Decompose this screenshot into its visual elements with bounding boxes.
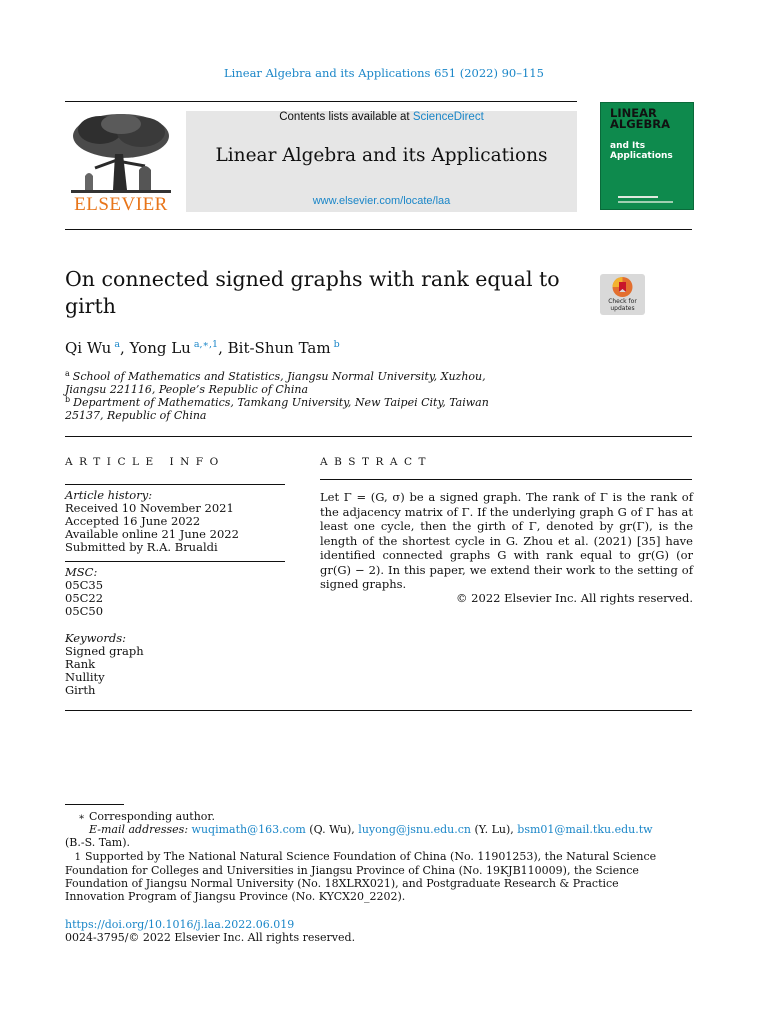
email-label: E-mail addresses:	[89, 823, 189, 836]
abstract-heading: ABSTRACT	[320, 456, 433, 468]
history-item: Submitted by R.A. Brualdi	[65, 540, 218, 554]
footnote-text: Corresponding author.	[89, 810, 215, 823]
support-line: Foundation for Colleges and Universities in Jiangsu Province of China (No. 19KJB110009), the Science	[65, 864, 639, 877]
info-rule	[65, 561, 285, 562]
footnote-mark: 1	[74, 852, 81, 863]
keyword: Girth	[65, 683, 96, 697]
history-item: Received 10 November 2021	[65, 501, 234, 515]
msc-code: 05C50	[65, 604, 104, 618]
msc-code: 05C22	[65, 591, 104, 605]
journal-reference[interactable]: Linear Algebra and its Applications 651 (2022) 90–115	[224, 66, 544, 80]
title-line: On connected signed graphs with rank equal to	[65, 267, 560, 291]
info-rule	[65, 484, 285, 485]
check-updates-icon	[600, 274, 645, 300]
title-line: girth	[65, 294, 116, 318]
affiliation-line: 25137, Republic of China	[65, 409, 207, 422]
author-affil-mark[interactable]: a	[114, 339, 121, 350]
journal-url-link[interactable]: www.elsevier.com/locate/laa	[312, 195, 451, 207]
badge-label-line: Check for	[608, 298, 637, 305]
footnote-rule	[65, 804, 124, 805]
article-title	[65, 266, 585, 320]
email-link[interactable]: luyong@jsnu.edu.cn	[358, 823, 471, 836]
keyword: Nullity	[65, 670, 105, 684]
header-rule	[65, 101, 577, 102]
contents-line	[186, 111, 577, 123]
cover-title-line: ALGEBRA	[610, 117, 671, 131]
doi-link[interactable]: https://doi.org/10.1016/j.laa.2022.06.019	[65, 918, 295, 931]
header-bottom-rule	[65, 229, 692, 230]
abstract-rule	[320, 479, 692, 480]
email-owner: (Q. Wu),	[305, 823, 359, 836]
author-affil-mark[interactable]: a,∗,1	[193, 339, 219, 350]
cover-title-line: LINEAR	[610, 106, 657, 120]
keyword: Signed graph	[65, 644, 144, 658]
msc-codes	[65, 566, 295, 618]
support-line: Supported by The National Natural Science Foundation of China (No. 11901253), the Natural Science	[85, 850, 657, 863]
footnote-emails-cont: (B.-S. Tam).	[65, 836, 130, 849]
elsevier-wordmark: ELSEVIER	[74, 194, 168, 215]
article-history	[65, 489, 295, 554]
author-name: Qi Wu	[65, 339, 112, 357]
affiliation-a	[65, 367, 585, 396]
keywords	[65, 632, 295, 697]
keywords-label: Keywords:	[65, 631, 126, 645]
affiliation-mark: a	[65, 369, 70, 378]
cover-subtitle	[610, 141, 690, 161]
contents-prefix: Contents lists available at	[279, 111, 413, 123]
issn-copyright: 0024-3795/© 2022 Elsevier Inc. All rights reserved.	[65, 931, 356, 944]
article-info-heading: ARTICLE INFO	[65, 456, 225, 468]
badge-label-line: updates	[610, 305, 635, 312]
abstract-copyright: © 2022 Elsevier Inc. All rights reserved.	[456, 591, 693, 605]
author-list: Qi Wu $^a$, Yong Lu $^{a,∗,1}$, Bit-Shun Tam $^b$	[65, 339, 340, 357]
cover-title	[610, 108, 690, 130]
history-label: Article history:	[65, 488, 153, 502]
cover-subtitle-line: and Its	[610, 141, 646, 151]
abstract-text: Let Γ = (G, σ) be a signed graph. The rank of Γ is the rank of the adjacency matrix of Γ. If the underlying graph G of Γ has at least one cycle, then the girth of Γ, denoted by gr(Γ), is the length of the shortest cycle in G. Zhou et al. (2021) [35] have identified connected graphs G with rank equal to gr(G) (or gr(G) − 2). In this paper, we extend their work to the setting of signed graphs.	[320, 490, 693, 591]
footnote-corresponding	[65, 810, 693, 824]
keyword: Rank	[65, 657, 96, 671]
badge-label	[600, 298, 645, 312]
cover-subtitle-line: Applications	[610, 151, 673, 161]
sciencedirect-link[interactable]: ScienceDirect	[412, 111, 484, 123]
author-name: Bit-Shun Tam	[227, 339, 331, 357]
history-item: Accepted 16 June 2022	[65, 514, 201, 528]
banner-journal-name: Linear Algebra and its Applications	[215, 145, 548, 166]
abstract-bottom-rule	[65, 710, 692, 711]
affiliation-b	[65, 393, 585, 422]
affiliation-line: School of Mathematics and Statistics, Jiangsu Normal University, Xuzhou,	[72, 370, 486, 383]
affiliation-line: Department of Mathematics, Tamkang University, New Taipei City, Taiwan	[73, 396, 489, 409]
affiliation-mark: b	[65, 395, 71, 404]
history-item: Available online 21 June 2022	[65, 527, 239, 541]
support-line: Innovation Program of Jiangsu Province (No. KYCX20_2202).	[65, 890, 406, 903]
affiliation-line: Jiangsu 221116, People’s Republic of China	[65, 383, 309, 396]
support-line: Foundation of Jiangsu Normal University (No. 18XLRX021), and Postgraduate Research & Practice	[65, 877, 619, 890]
cover-decoration	[618, 201, 673, 203]
author-affil-mark[interactable]: b	[333, 339, 340, 350]
email-link[interactable]: bsm01@mail.tku.edu.tw	[517, 823, 653, 836]
cover-decoration	[618, 196, 658, 198]
msc-label: MSC:	[65, 565, 98, 579]
author-name: Yong Lu	[129, 339, 191, 357]
footnote-support	[65, 850, 693, 903]
email-owner: (Y. Lu),	[470, 823, 518, 836]
msc-code: 05C35	[65, 578, 104, 592]
info-top-rule	[65, 436, 692, 437]
footnote-emails	[65, 823, 693, 836]
email-link[interactable]: wuqimath@163.com	[191, 823, 306, 836]
footnote-mark: ∗	[78, 812, 85, 823]
